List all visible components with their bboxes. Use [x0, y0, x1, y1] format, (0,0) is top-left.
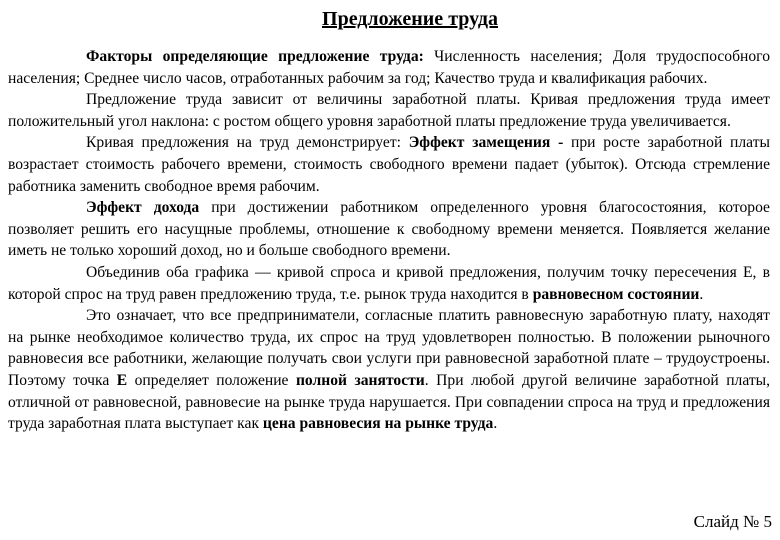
substitution-post: при росте заработной платы возрастает стоимость рабочего времени, стоимость свободного времени падает (убыток). Отсюда стремление работника заменить свободное время рабочим.: [8, 134, 770, 195]
full-employment-pre: Это означает, что все предприниматели, согласные платить равновесную заработную плату, находят на рынке необходимое количество труда, их спрос на труд удовлетворен полностью. В положении рыночного равновесия все работники, желающие получать свои услуги при равновесной заработной плате – трудоустроены. Поэтому точка: [8, 307, 770, 389]
paragraph-full-employment: [8, 305, 770, 435]
full-employment-mid: определяет положение: [127, 371, 296, 389]
income-effect-term: Эффект дохода: [86, 199, 200, 217]
equilibrium-post: .: [699, 285, 704, 303]
substitution-effect-term: Эффект замещения -: [408, 134, 564, 152]
full-employment-post: .: [493, 415, 498, 433]
substitution-pre: Кривая предложения на труд демонстрирует:: [86, 134, 409, 152]
equilibrium-state-term: равновесном состоянии: [532, 285, 700, 303]
full-employment-mid2: . При любой другой величине заработной платы, отличной от равновесной, равновесие на рынке труда нарушается. При совпадении спроса на труд и предложения труда заработная плата выступает как: [8, 371, 771, 433]
point-e-term: Е: [116, 371, 128, 389]
slide-body: [8, 46, 770, 435]
paragraph-factors: [8, 46, 770, 89]
equilibrium-pre: Объединив оба графика — кривой спроса и кривой предложения, получим точку пересечения Е, в которой спрос на труд равен предложению труда, т.е. рынок труда находится в: [8, 263, 770, 303]
paragraph-substitution-effect: [8, 132, 770, 197]
paragraph-equilibrium: [8, 262, 770, 305]
income-effect-text: при достижении работником определенного уровня благосостояния, которое позволяет решить его насущные проблемы, отношение к свободному времени меняется. Появляется желание иметь не только хороший доход, но и больше свободного времени.: [8, 199, 770, 260]
paragraph-income-effect: [8, 197, 770, 262]
supply-wage-text: Предложение труда зависит от величины заработной платы. Кривая предложения труда имеет положительный угол наклона: с ростом общего уровня заработной платы предложение труда увеличивается.: [8, 91, 770, 130]
equilibrium-price-term: цена равновесия на рынке труда: [262, 415, 494, 433]
paragraph-supply-wage: [8, 89, 770, 132]
slide-title: Предложение труда: [322, 8, 498, 30]
factors-text: Численность населения; Доля трудоспособного населения; Среднее число часов, отработанных рабочим за год; Качество труда и квалификация рабочих.: [8, 48, 770, 87]
factors-heading: Факторы определяющие предложение труда:: [86, 48, 424, 65]
full-employment-term: полной занятости: [295, 371, 425, 389]
slide-number: Слайд № 5: [693, 512, 772, 531]
